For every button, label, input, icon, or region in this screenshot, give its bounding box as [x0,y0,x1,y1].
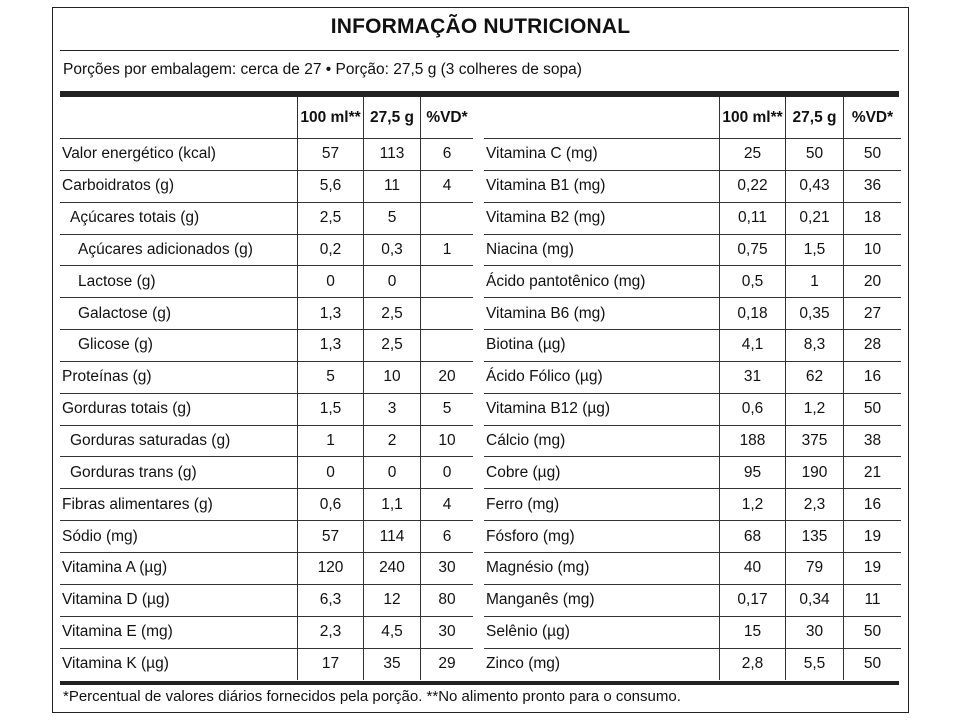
nutrient-name: Valor energético (kcal) [62,145,216,163]
value-per-portion: 135 [785,521,843,552]
nutrient-name: Vitamina D (µg) [62,591,170,609]
value-per-100ml: 1,2 [719,489,785,520]
value-per-portion: 1,5 [785,235,843,266]
value-per-100ml: 40 [719,553,785,584]
value-per-portion: 2,3 [785,489,843,520]
value-per-portion: 1,2 [785,394,843,425]
table-row [60,235,473,267]
value-per-100ml: 0 [297,266,363,297]
value-daily-percent: 16 [843,362,901,393]
table-row [484,394,901,426]
nutrient-name: Galactose (g) [78,304,172,322]
table-row [484,426,901,458]
table-row [60,362,473,394]
value-per-100ml: 4,1 [719,330,785,361]
value-daily-percent: 6 [420,521,473,552]
table-row [60,553,473,585]
value-daily-percent: 11 [843,585,901,616]
value-per-portion: 0,3 [363,235,420,266]
value-per-100ml: 2,8 [719,649,785,681]
table-row [484,139,901,171]
value-per-portion: 11 [363,171,420,202]
value-daily-percent [420,330,473,361]
nutrient-name: Lactose (g) [78,272,156,290]
value-per-100ml: 188 [719,426,785,457]
nutrient-name: Gorduras totais (g) [62,400,192,418]
value-per-100ml: 5,6 [297,171,363,202]
value-daily-percent: 21 [843,457,901,488]
value-per-100ml: 31 [719,362,785,393]
table-row [60,585,473,617]
value-per-portion: 0 [363,266,420,297]
value-per-portion: 1 [785,266,843,297]
value-daily-percent: 50 [843,394,901,425]
value-per-100ml: 0,2 [297,235,363,266]
table-row [60,426,473,458]
value-per-portion: 240 [363,553,420,584]
value-daily-percent: 80 [420,585,473,616]
table-row [484,585,901,617]
value-daily-percent: 38 [843,426,901,457]
value-daily-percent: 30 [420,617,473,648]
value-per-100ml: 0,17 [719,585,785,616]
nutrient-name: Vitamina A (µg) [62,559,168,577]
table-row [60,171,473,203]
value-per-portion: 0 [363,457,420,488]
value-daily-percent: 28 [843,330,901,361]
header-portion: 27,5 g [363,97,420,138]
value-per-100ml: 1,3 [297,330,363,361]
table-row [60,457,473,489]
nutrient-name: Zinco (mg) [486,655,561,673]
value-per-portion: 79 [785,553,843,584]
nutrient-name: Glicose (g) [78,336,153,354]
table-row [484,362,901,394]
nutrient-name: Niacina (mg) [486,240,574,258]
value-daily-percent [420,203,473,234]
nutrient-name: Ácido pantotênico (mg) [486,272,646,290]
value-per-portion: 4,5 [363,617,420,648]
nutrient-table-right [484,97,901,680]
value-daily-percent: 20 [420,362,473,393]
value-per-100ml: 120 [297,553,363,584]
value-daily-percent: 1 [420,235,473,266]
header-per-100ml: 100 ml** [297,97,363,138]
table-row [60,521,473,553]
value-daily-percent: 10 [843,235,901,266]
value-per-portion: 113 [363,139,420,170]
value-per-portion: 10 [363,362,420,393]
nutrient-name: Açúcares adicionados (g) [78,240,253,258]
table-row [60,266,473,298]
value-daily-percent [420,266,473,297]
value-per-100ml: 2,5 [297,203,363,234]
value-per-100ml: 0,22 [719,171,785,202]
value-daily-percent: 20 [843,266,901,297]
nutrient-name: Vitamina B6 (mg) [486,304,606,322]
table-row [60,617,473,649]
table-row [484,235,901,267]
value-per-portion: 3 [363,394,420,425]
value-per-100ml: 0,6 [719,394,785,425]
nutrient-name: Selênio (µg) [486,623,570,641]
value-daily-percent: 27 [843,298,901,329]
table-row [484,330,901,362]
value-per-100ml: 2,3 [297,617,363,648]
value-per-portion: 12 [363,585,420,616]
table-row [484,266,901,298]
value-per-100ml: 57 [297,139,363,170]
value-per-portion: 35 [363,649,420,681]
table-row [484,521,901,553]
value-per-100ml: 68 [719,521,785,552]
value-per-portion: 50 [785,139,843,170]
header-per-100ml: 100 ml** [719,97,785,138]
value-daily-percent: 36 [843,171,901,202]
value-per-100ml: 15 [719,617,785,648]
table-row [60,203,473,235]
value-daily-percent: 50 [843,649,901,681]
header-daily-value: %VD* [843,97,901,138]
nutrient-name: Vitamina K (µg) [62,655,169,673]
value-per-100ml: 0,11 [719,203,785,234]
nutrient-name: Ácido Fólico (µg) [486,368,603,386]
value-per-portion: 375 [785,426,843,457]
value-per-portion: 62 [785,362,843,393]
value-daily-percent: 29 [420,649,473,681]
value-daily-percent: 19 [843,521,901,552]
table-row [484,553,901,585]
value-per-portion: 5 [363,203,420,234]
nutrient-name: Vitamina B12 (µg) [486,400,611,418]
value-per-100ml: 1,5 [297,394,363,425]
nutrient-name: Cobre (µg) [486,463,561,481]
table-header-right [484,97,901,139]
panel-title: INFORMAÇÃO NUTRICIONAL [330,15,631,38]
value-per-100ml: 0,75 [719,235,785,266]
serving-info: Porções por embalagem: cerca de 27 • Porção: 27,5 g (3 colheres de sopa) [63,61,582,78]
nutrient-name: Ferro (mg) [486,495,560,513]
value-daily-percent: 16 [843,489,901,520]
value-daily-percent: 50 [843,617,901,648]
table-row [484,489,901,521]
table-row [60,298,473,330]
value-per-100ml: 0 [297,457,363,488]
value-daily-percent: 50 [843,139,901,170]
value-daily-percent [420,298,473,329]
value-daily-percent: 10 [420,426,473,457]
nutrient-name: Cálcio (mg) [486,432,566,450]
value-daily-percent: 19 [843,553,901,584]
nutrition-facts-panel [52,7,909,713]
nutrient-name: Gorduras saturadas (g) [70,432,231,450]
thick-divider-bottom [60,681,899,685]
nutrient-table-left [60,97,473,680]
value-per-portion: 2,5 [363,298,420,329]
nutrient-name: Vitamina B2 (mg) [486,209,606,227]
header-daily-value: %VD* [420,97,473,138]
nutrient-name: Açúcares totais (g) [70,209,200,227]
table-row [60,139,473,171]
value-per-100ml: 17 [297,649,363,681]
value-per-portion: 1,1 [363,489,420,520]
value-daily-percent: 0 [420,457,473,488]
value-daily-percent: 6 [420,139,473,170]
value-daily-percent: 4 [420,489,473,520]
value-daily-percent: 4 [420,171,473,202]
nutrient-name: Proteínas (g) [62,368,152,386]
value-per-portion: 0,34 [785,585,843,616]
value-per-100ml: 0,5 [719,266,785,297]
value-per-portion: 30 [785,617,843,648]
nutrient-name: Fibras alimentares (g) [62,495,213,513]
nutrient-name: Carboidratos (g) [62,177,174,195]
table-row [60,649,473,681]
nutrient-name: Gorduras trans (g) [70,463,197,481]
value-per-100ml: 25 [719,139,785,170]
value-per-portion: 5,5 [785,649,843,681]
value-per-100ml: 95 [719,457,785,488]
value-per-100ml: 0,18 [719,298,785,329]
value-per-100ml: 0,6 [297,489,363,520]
value-per-portion: 190 [785,457,843,488]
table-header-left [60,97,473,139]
value-per-100ml: 1,3 [297,298,363,329]
value-per-100ml: 5 [297,362,363,393]
table-row [60,394,473,426]
nutrient-name: Sódio (mg) [62,527,138,545]
nutrient-name: Magnésio (mg) [486,559,590,577]
value-daily-percent: 30 [420,553,473,584]
table-row [60,330,473,362]
value-daily-percent: 5 [420,394,473,425]
value-daily-percent: 18 [843,203,901,234]
nutrient-name: Biotina (µg) [486,336,566,354]
value-per-portion: 0,43 [785,171,843,202]
nutrient-name: Vitamina E (mg) [62,623,173,641]
value-per-100ml: 57 [297,521,363,552]
value-per-portion: 2 [363,426,420,457]
header-portion: 27,5 g [785,97,843,138]
table-row [484,457,901,489]
title-divider [60,50,899,51]
table-row [484,298,901,330]
nutrient-name: Fósforo (mg) [486,527,575,545]
value-per-portion: 0,35 [785,298,843,329]
table-row [484,649,901,681]
value-per-portion: 0,21 [785,203,843,234]
value-per-100ml: 1 [297,426,363,457]
nutrient-name: Vitamina C (mg) [486,145,598,163]
nutrient-name: Vitamina B1 (mg) [486,177,606,195]
table-row [484,171,901,203]
value-per-100ml: 6,3 [297,585,363,616]
table-row [60,489,473,521]
table-row [484,617,901,649]
table-row [484,203,901,235]
footnote: *Percentual de valores diários fornecidos pela porção. **No alimento pronto para o consumo. [63,688,681,705]
nutrient-name: Manganês (mg) [486,591,595,609]
value-per-portion: 8,3 [785,330,843,361]
value-per-portion: 2,5 [363,330,420,361]
value-per-portion: 114 [363,521,420,552]
